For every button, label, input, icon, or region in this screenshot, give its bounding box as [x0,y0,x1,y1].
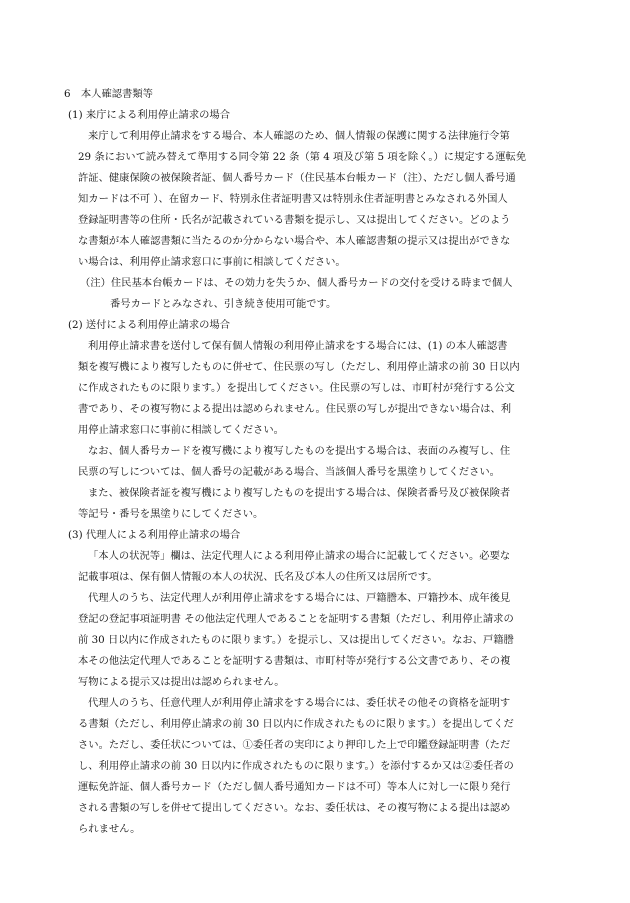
paragraph-line: 本その他法定代理人であることを証明する書類は、市町村等が発行する公文書であり、その複 [78,655,511,667]
paragraph-line: 許証、健康保険の被保険者証、個人番号カード（住民基本台帳カード（注）、ただし個人番号通 [78,172,516,184]
paragraph-line: られません。 [78,823,141,835]
paragraph-line: 記載事項は、保有個人情報の本人の状況、氏名及び本人の住所又は居所です。 [78,571,438,583]
paragraph-line: 知カードは不可 ）、在留カード、特別永住者証明書又は特別永住者証明書とみなされる外国人 [78,193,508,205]
paragraph-line: し、利用停止請求の前 30 日以内に作成されたものに限ります。）を添付するか又は②委任者の [78,760,514,772]
section-heading: 6 本人確認書類等 [64,88,153,100]
paragraph-line: 代理人のうち、法定代理人が利用停止請求をする場合には、戸籍謄本、戸籍抄本、成年後見 [88,592,511,604]
paragraph-line: また、被保険者証を複写機により複写したものを提出する場合は、保険者番号及び被保険者 [88,487,511,499]
paragraph-line: 用停止請求窓口に事前に相談してください。 [78,424,284,436]
paragraph-line: 利用停止請求書を送付して保有個人情報の利用停止請求をする場合には、(1) の本人確認書 [88,340,508,352]
paragraph-line: る書類（ただし、利用停止請求の前 30 日以内に作成されたものに限ります。）を提出してくだ [78,718,514,730]
paragraph-line: 「本人の状況等」欄は、法定代理人による利用停止請求の場合に記載してください。必要な [88,550,511,562]
paragraph-line: 運転免許証、個人番号カード（ただし個人番号通知カードは不可）等本人に対し一に限り発行 [78,781,511,793]
paragraph-line: さい。ただし、委任状については、①委任者の実印により押印した上で印鑑登録証明書（ただ [78,739,511,751]
subsection-title-1: (1) 来庁による利用停止請求の場合 [68,109,231,121]
paragraph-line: に作成されたものに限ります。）を提出してください。住民票の写しは、市町村が発行する公文 [78,382,515,394]
paragraph-line: 民票の写しについては、個人番号の記載がある場合、当該個人番号を黒塗りしてください。 [78,466,500,478]
paragraph-line: 写物による提示又は提出は認められません。 [78,676,285,688]
paragraph-line: い場合は、利用停止請求窓口に事前に相談してください。 [78,256,346,268]
paragraph-line: な書類が本人確認書類に当たるのか分からない場合や、本人確認書類の提示又は提出ができな [78,235,511,247]
paragraph-line: される書類の写しを併せて提出してください。なお、委任状は、その複写物による提出は認め [78,802,511,814]
note-line: （注）住民基本台帳カードは、その効力を失うか、個人番号カードの交付を受ける時まで個人 [80,277,513,289]
paragraph-line: 代理人のうち、任意代理人が利用停止請求をする場合には、委任状その他その資格を証明す [88,697,511,709]
paragraph-line: 来庁して利用停止請求をする場合、本人確認のため、個人情報の保護に関する法律施行令第 [88,130,510,142]
paragraph-line: 等記号・番号を黒塗りにしてください。 [78,508,264,520]
paragraph-line: 書であり、その複写物による提出は認められません。住民票の写しが提出できない場合は、利 [78,403,512,415]
subsection-title-3: (3) 代理人による利用停止請求の場合 [68,529,241,541]
paragraph-line: 類を複写機により複写したものに併せて、住民票の写し（ただし、利用停止請求の前 30 日以内 [78,361,520,373]
paragraph-line: 前 30 日以内に作成されたものに限ります。）を提示し、又は提出してください。なお、戸籍謄 [78,634,514,646]
note-line: 番号カードとみなされ、引き続き使用可能です。 [110,298,337,310]
paragraph-line: 登記の登記事項証明書 その他法定代理人であることを証明する書類（ただし、利用停止請求の [78,613,514,625]
subsection-title-2: (2) 送付による利用停止請求の場合 [68,319,231,331]
paragraph-line: 29 条において読み替えて準用する同令第 22 条（第 4 項及び第 5 項を除く。）に規定する運転免 [78,151,527,163]
paragraph-line: なお、個人番号カードを複写機により複写したものを提出する場合は、表面のみ複写し、住 [88,445,511,457]
paragraph-line: 登録証明書等の住所・氏名が記載されている書類を提示し、又は提出してください。どのよう [78,214,511,226]
